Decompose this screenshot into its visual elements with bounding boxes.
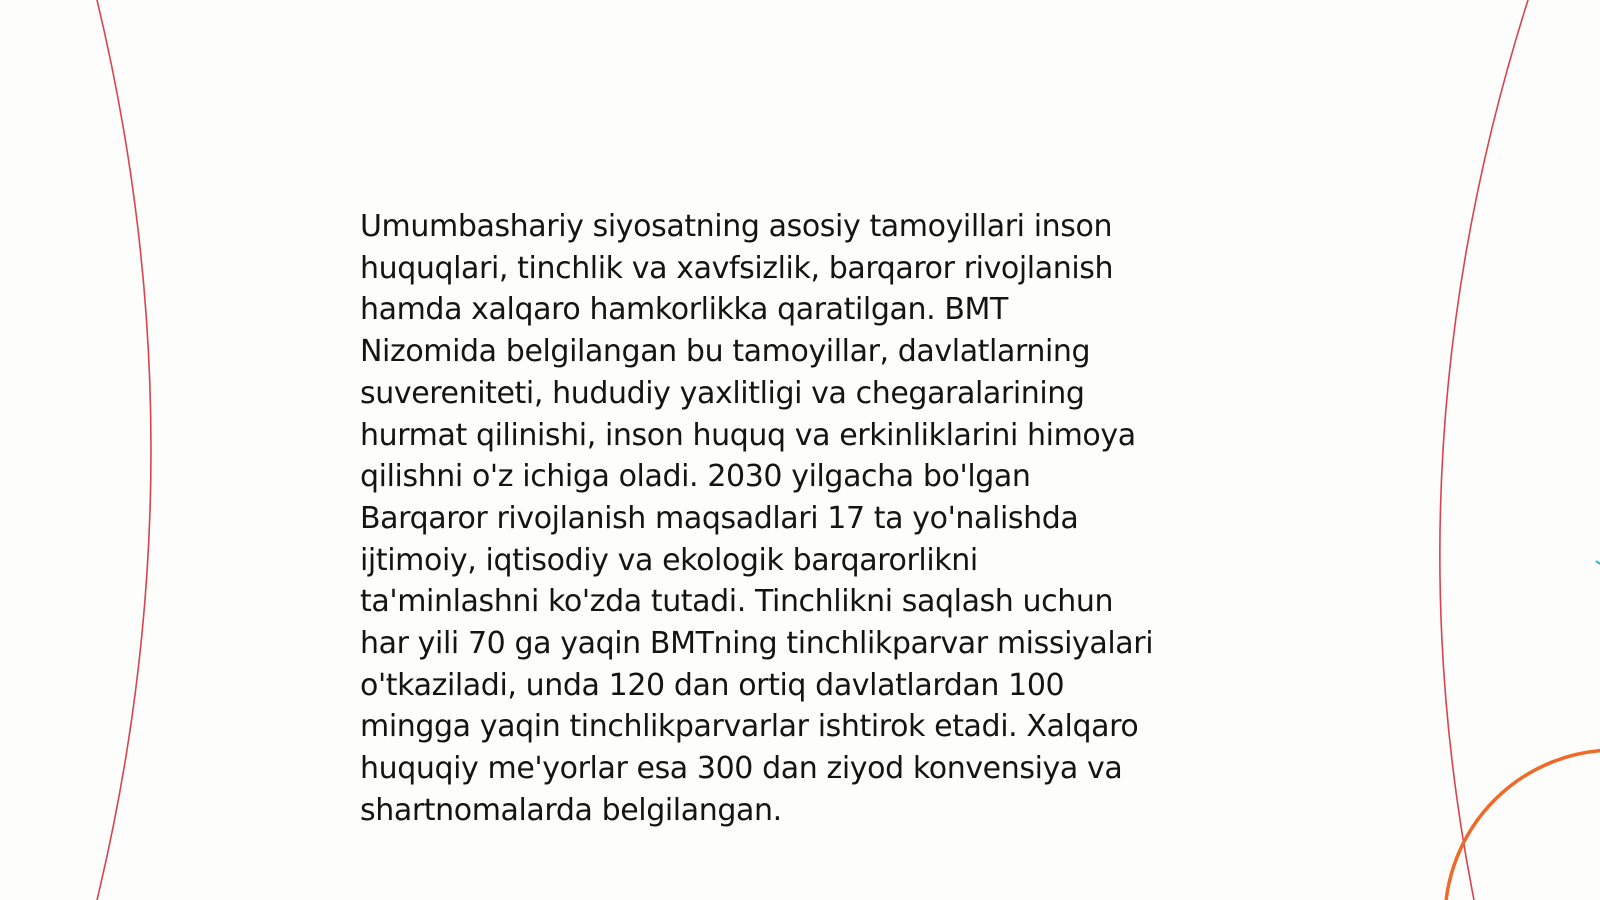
- slide-body-text: Umumbashariy siyosatning asosiy tamoyillari inson huquqlari, tinchlik va xavfsizlik, barqaror rivojlanish hamda xalqaro hamkorlikka qaratilgan. BMT Nizomida belgilangan bu tamoyillar, davlatlarning suvereniteti, hududiy yaxlitligi va chegaralarining hurmat qilinishi, inson huquq va erkinliklarini himoya qilishni o'z ichiga oladi. 2030 yilgacha bo'lgan Barqaror rivojlanish maqsadlari 17 ta yo'nalishda ijtimoiy, iqtisodiy va ekologik barqarorlikni ta'minlashni ko'zda tutadi. Tinchlikni saqlash uchun har yili 70 ga yaqin BMTning tinchlikparvar missiyalari o'tkaziladi, unda 120 dan ortiq davlatlardan 100 mingga yaqin tinchlikparvarlar ishtirok etadi. Xalqaro huquqiy me'yorlar esa 300 dan ziyod konvensiya va shartnomalarda belgilangan.: [360, 209, 1154, 828]
- orange-arc: [1445, 750, 1600, 900]
- right-curve-line: [1440, 0, 1528, 900]
- teal-accent-mark: [1596, 561, 1600, 564]
- left-curve-line: [97, 0, 151, 900]
